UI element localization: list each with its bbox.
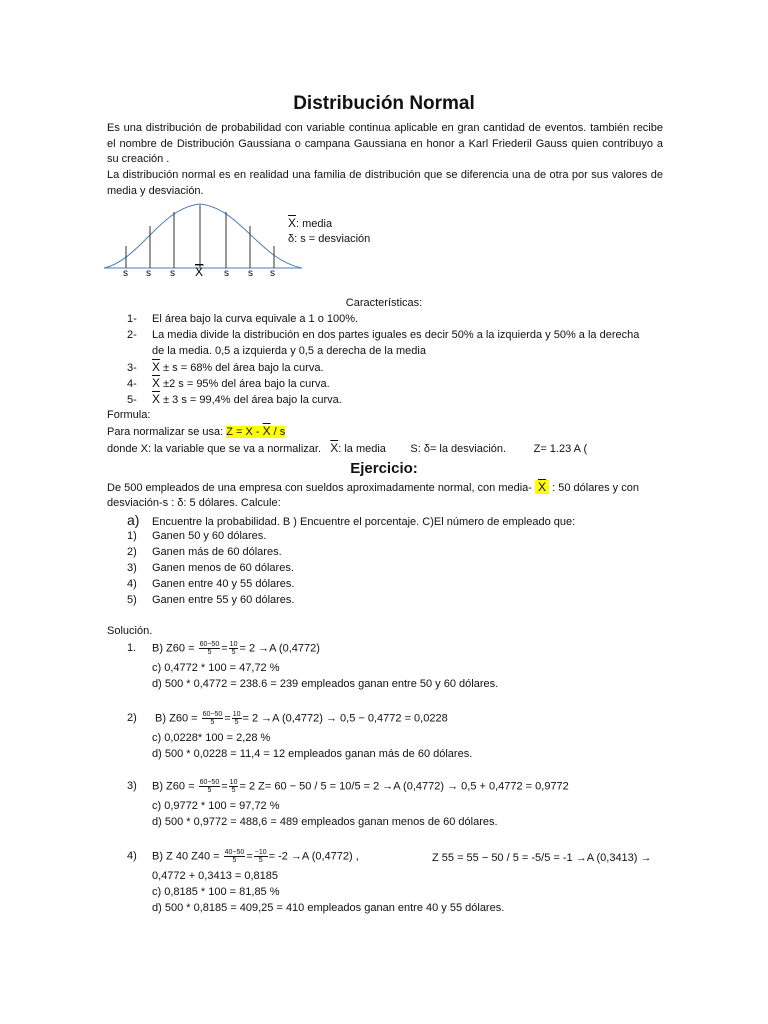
fraction: $\frac{10}{5}$ xyxy=(229,779,238,794)
characteristic-item-continued: de la media. 0,5 a izquierda y 0,5 a derecha de la media xyxy=(152,345,426,357)
fraction: $\frac{60-50}{5}$ xyxy=(199,779,220,794)
solution-3-line: 3) B) Z60 = $\frac{60-50}{5}$ = $\frac{10}{5}$ = 2 Z= 60 − 50 / 5 = 10/5 = 2 →A (0,4772) → 0,5 + 0,4772 = 0,9772 xyxy=(127,779,569,794)
legend-deviation: δ: s = desviación xyxy=(288,233,371,245)
exercise-abc-line: a) Encuentre la probabilidad. B ) Encuentre el porcentaje. C)El número de empleado que: xyxy=(127,512,576,528)
formula-label: Formula: xyxy=(107,409,151,421)
solution-4-line: 4) B) Z 40 Z40 = $\frac{40-50}{5}$ = $\frac{-10}{5}$ = -2 →A (0,4772) , xyxy=(127,849,359,864)
solution-3-line: d) 500 * 0,9772 = 488,6 = 489 empleados ganan menos de 60 dólares. xyxy=(152,816,498,828)
where-line: donde X: la variable que se va a normalizar. $\overline{X}$: la media S: δ= la desviación. Z= 1.23 A ( xyxy=(107,441,588,455)
solution-3-line: c) 0,9772 * 100 = 97,72 % xyxy=(152,800,280,812)
solution-4-line: 0,4772 + 0,3413 = 0,8185 xyxy=(152,870,279,882)
sd-label: s xyxy=(123,268,128,279)
legend-mean: $\overline{X}$: media xyxy=(288,216,333,230)
normalize-line: Para normalizar se usa: $Z = X - \overline{X} / s$ xyxy=(107,424,286,438)
fraction: $\frac{60-50}{5}$ xyxy=(199,641,220,656)
fraction: $\frac{60-50}{5}$ xyxy=(202,711,223,726)
characteristics-heading: Características: xyxy=(345,297,423,309)
intro-paragraph-2: La distribución normal es en realidad una familia de distribución que se diferencia una de otra por sus valores de media y desviación. xyxy=(107,169,663,197)
solution-1-line: c) 0,4772 * 100 = 47,72 % xyxy=(152,662,280,674)
sd-label: s xyxy=(270,268,275,279)
sd-label: s xyxy=(224,268,229,279)
exercise-item: 3) Ganen menos de 60 dólares. xyxy=(127,562,294,574)
solution-2-line: 2) B) Z60 = $\frac{60-50}{5}$ = $\frac{10}{5}$ = 2 →A (0,4772) → 0,5 − 0,4772 = 0,0228 xyxy=(127,711,448,726)
solution-2-line: d) 500 * 0,0228 = 11,4 = 12 empleados ganan más de 60 dólares. xyxy=(152,748,473,760)
sd-label: s xyxy=(146,268,151,279)
normal-distribution-figure xyxy=(100,198,310,280)
fraction: $\frac{10}{5}$ xyxy=(232,711,241,726)
bell-curve xyxy=(104,204,302,268)
sd-label: s xyxy=(170,268,175,279)
fraction: $\frac{10}{5}$ xyxy=(229,641,238,656)
x-bar-symbol: $\overline{X}$ xyxy=(288,216,297,230)
characteristic-item: 4- $\overline{X} \pm 2$ s = 95% del área bajo la curva. xyxy=(127,376,330,390)
sd-label: s xyxy=(248,268,253,279)
exercise-statement-line: desviación-s : δ: 5 dólares. Calcule: xyxy=(107,497,281,509)
solution-4-line: d) 500 * 0,8185 = 409,25 = 410 empleados ganan entre 40 y 55 dólares. xyxy=(152,902,505,914)
mean-label: X xyxy=(195,265,204,279)
intro-paragraph-1: Es una distribución de probabilidad con variable continua aplicable en gran cantidad de eventos. también recibe el nombre de Distribución Gaussiana o campana Gaussiana en honor a Karl Friederil Gauss quien contribuyo a su creación . xyxy=(107,122,663,166)
normalize-formula: $Z = X - \overline{X} / s$ xyxy=(226,424,286,438)
solution-4-line: c) 0,8185 * 100 = 81,85 % xyxy=(152,886,280,898)
solution-1-line: d) 500 * 0,4772 = 238.6 = 239 empleados ganan entre 50 y 60 dólares. xyxy=(152,678,499,690)
document-title: Distribución Normal xyxy=(293,93,475,114)
solution-4-line: Z 55 = 55 − 50 / 5 = -5/5 = -1 →A (0,3413) → xyxy=(432,852,652,864)
exercise-item: 2) Ganen más de 60 dólares. xyxy=(127,546,282,558)
exercise-item: 5) Ganen entre 55 y 60 dólares. xyxy=(127,594,295,606)
exercise-heading: Ejercicio: xyxy=(350,460,418,477)
exercise-statement-line: De 500 empleados de una empresa con sueldos aproximadamente normal, con media- $\overline{X}$ : 50 dólares y con xyxy=(107,480,639,494)
fraction: $\frac{40-50}{5}$ xyxy=(224,849,245,864)
characteristic-item: 1- El área bajo la curva equivale a 1 o 100%. xyxy=(127,313,359,325)
exercise-item: 4) Ganen entre 40 y 55 dólares. xyxy=(127,578,295,590)
characteristic-item: 3- $\overline{X} \pm s = 68\%$ del área bajo la curva. xyxy=(127,360,324,374)
solution-1-line: 1. B) Z60 = $\frac{60-50}{5}$ = $\frac{10}{5}$ = 2 →A (0,4772) xyxy=(127,641,320,656)
solution-heading: Solución. xyxy=(107,625,153,637)
fraction: $\frac{-10}{5}$ xyxy=(254,849,267,864)
characteristic-item: 2- La media divide la distribución en dos partes iguales es decir 50% a la izquierda y 50% a la derecha xyxy=(127,329,640,341)
solution-2-line: c) 0,0228* 100 = 2,28 % xyxy=(152,732,271,744)
characteristic-item: 5- $\overline{X} \pm 3$ s = 99,4% del área bajo la curva. xyxy=(127,392,342,406)
exercise-item: 1) Ganen 50 y 60 dólares. xyxy=(127,530,267,542)
